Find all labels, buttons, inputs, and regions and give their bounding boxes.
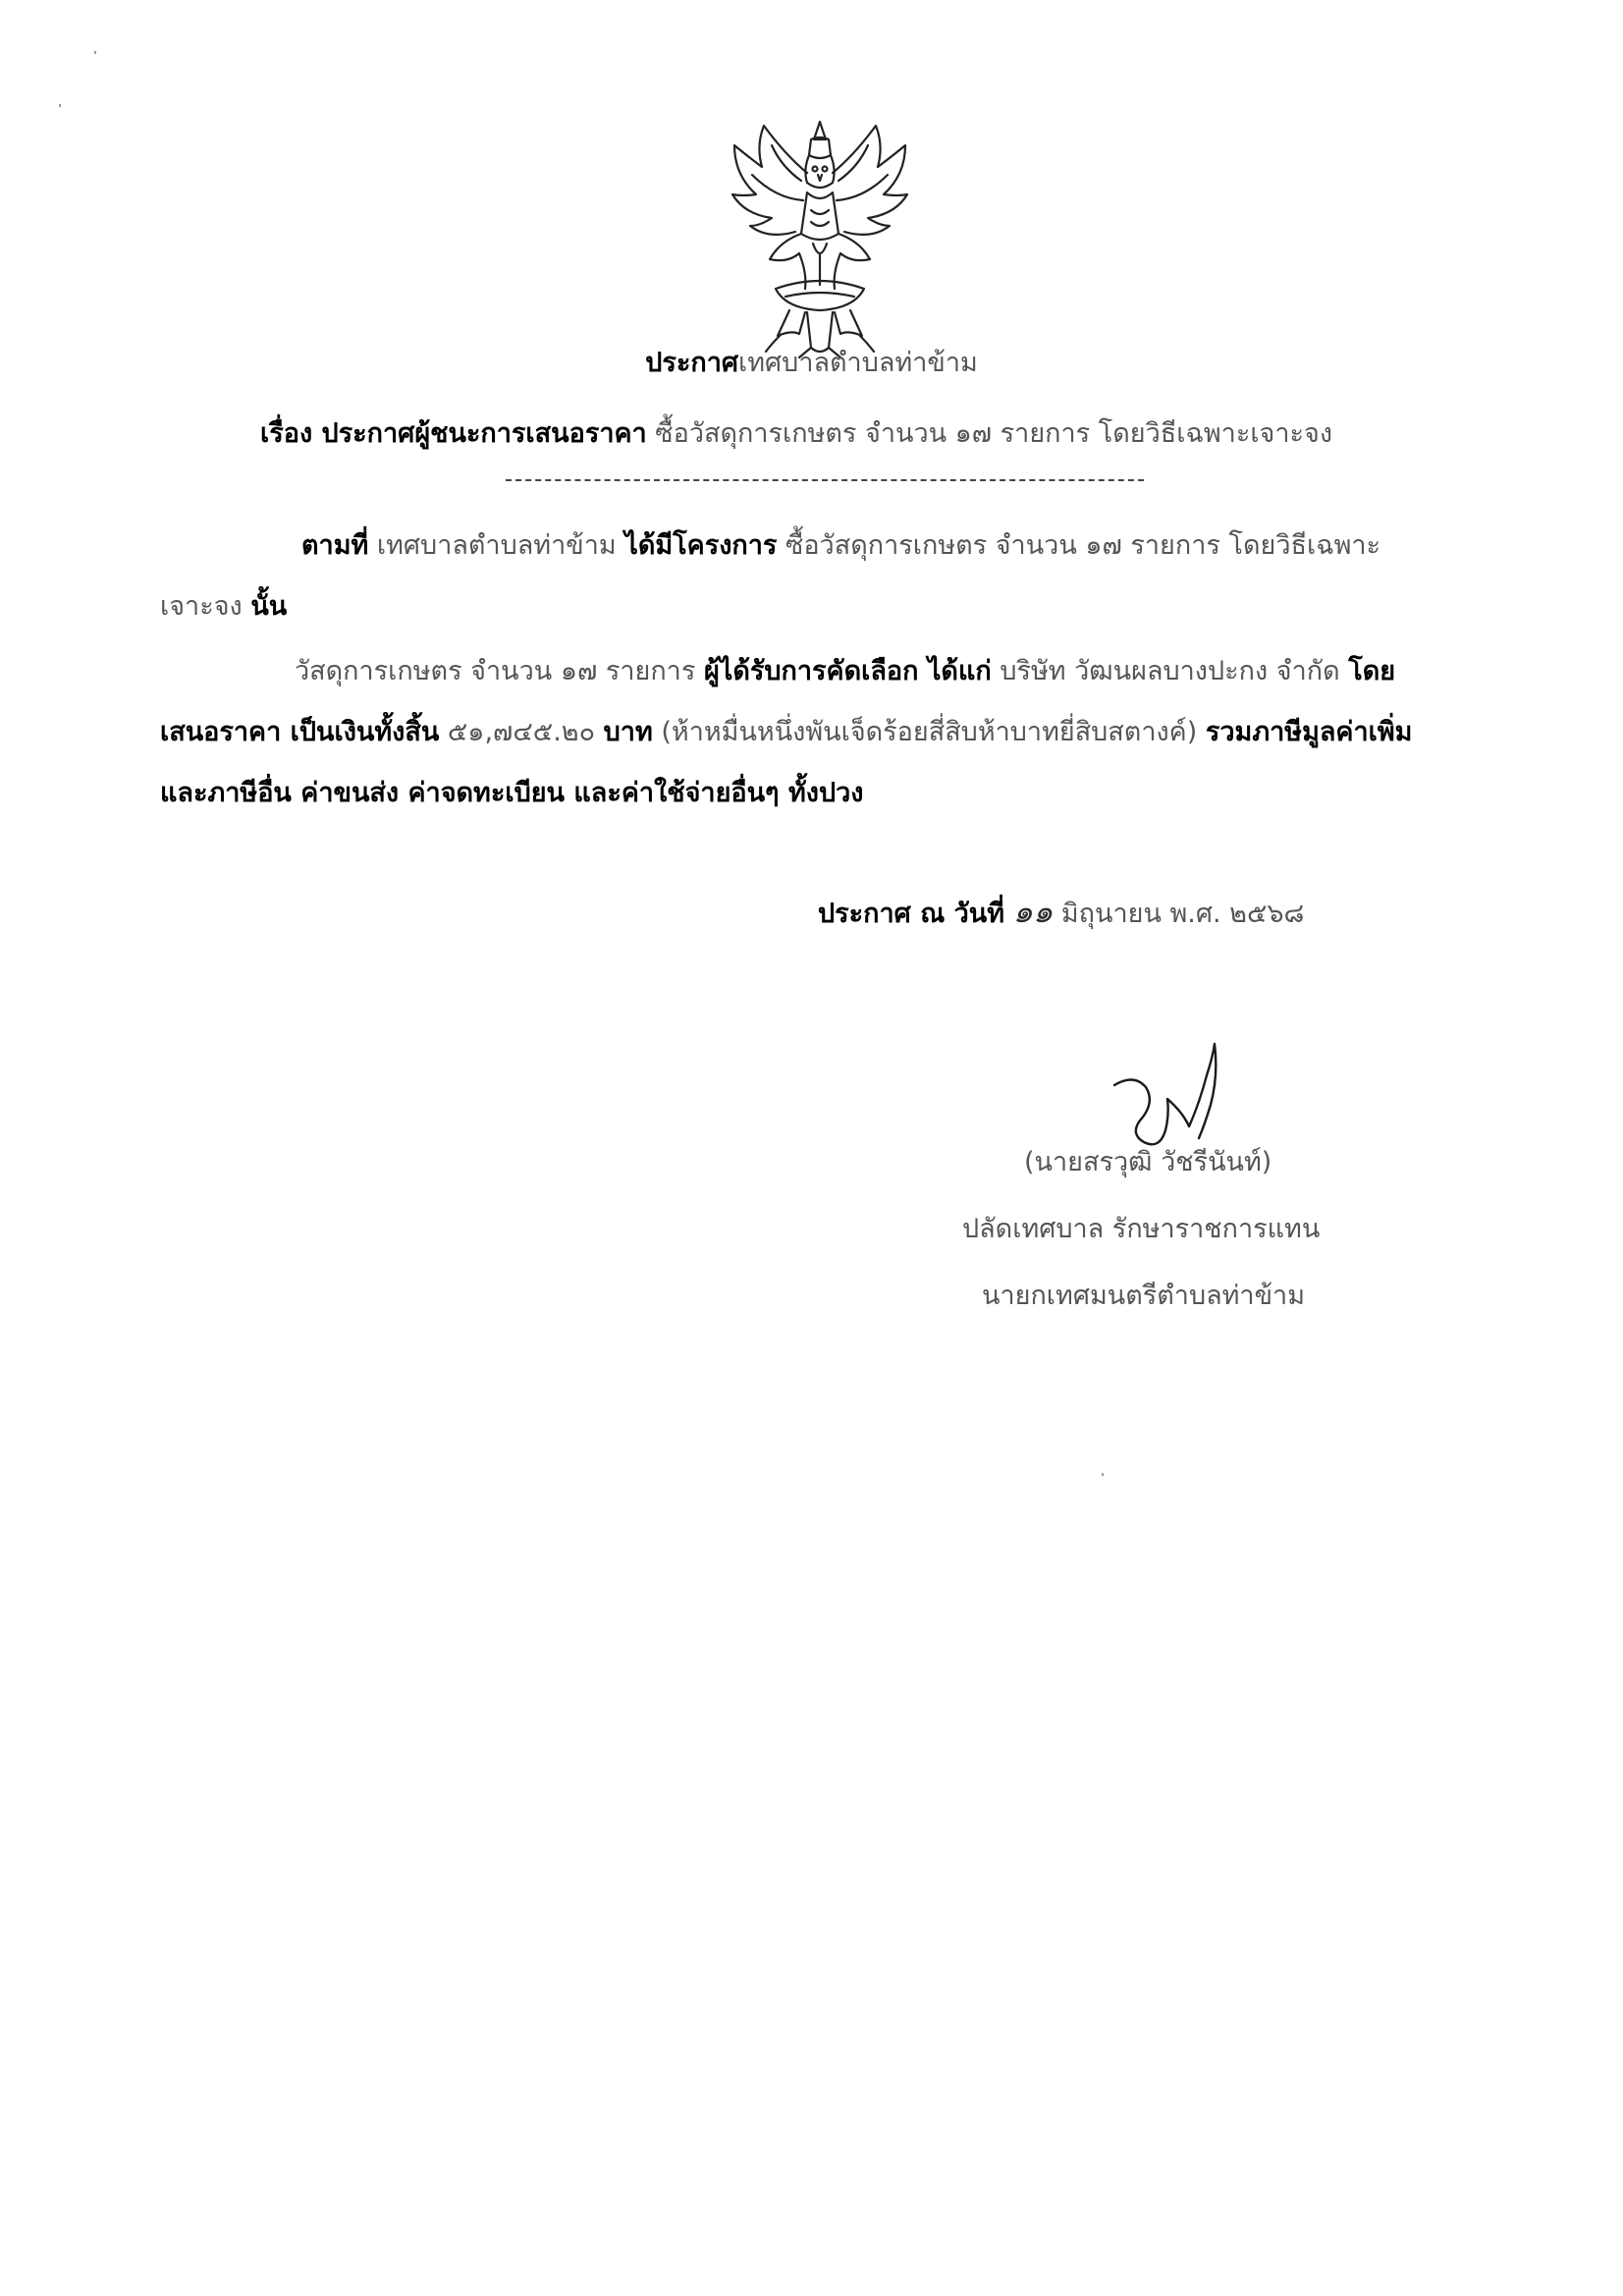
p1-organization: เทศบาลตำบลท่าข้าม <box>376 530 617 561</box>
p2-vat: รวมภาษีมูลค่าเพิ่ม <box>1205 717 1413 747</box>
paragraph-2-line-1 <box>295 654 1395 689</box>
date-prefix: ประกาศ ณ วันที่ <box>818 899 1005 929</box>
scan-speck <box>1102 1473 1104 1476</box>
p1-project-label: ได้มีโครงการ <box>624 530 778 561</box>
p2-offer-label: เสนอราคา เป็นเงินทั้งสิ้น <box>160 717 440 747</box>
signatory-position-1: ปลัดเทศบาล รักษาราชการแทน <box>962 1214 1321 1244</box>
subject-text: ซื้อวัสดุการเกษตร จำนวน ๑๗ รายการ โดยวิธีเฉพาะเจาะจง <box>655 418 1333 449</box>
scan-speck <box>59 104 61 107</box>
garuda-emblem-icon <box>717 116 923 361</box>
announcement-date <box>818 894 1304 932</box>
p2-selected-label: ผู้ได้รับการคัดเลือก ได้แก่ <box>703 656 992 686</box>
subject-label: เรื่อง ประกาศผู้ชนะการเสนอราคา <box>260 418 647 449</box>
p2-by: โดย <box>1348 656 1396 686</box>
paragraph-2-line-2 <box>160 715 1412 750</box>
announcement-title <box>0 346 1623 381</box>
p2-amount-words: (ห้าหมื่นหนึ่งพันเจ็ดร้อยสี่สิบห้าบาทยี่สิบสตางค์) <box>661 717 1198 747</box>
paragraph-1-line-2 <box>160 589 287 625</box>
date-day-handwritten: ๑๑ <box>1012 893 1054 930</box>
p2-vendor: บริษัท วัฒนผลบางปะกง จำกัด <box>1000 656 1340 686</box>
p2-last: และภาษีอื่น ค่าขนส่ง ค่าจดทะเบียน และค่าใช้จ่ายอื่นๆ ทั้งปวง <box>160 778 864 808</box>
p1-project: ซื้อวัสดุการเกษตร จำนวน ๑๗ รายการ โดยวิธีเฉพาะ <box>785 530 1381 561</box>
signatory-name: (นายสรวุฒิ วัชรีนันท์) <box>1024 1147 1272 1177</box>
p1-end: นั้น <box>250 591 288 622</box>
title-organization: เทศบาลตำบลท่าข้าม <box>738 348 978 378</box>
handwritten-signature <box>1105 1036 1232 1154</box>
p2-amount: ๕๑,๗๔๕.๒๐ <box>447 717 596 747</box>
signatory-position-2: นายกเทศมนตรีตำบลท่าข้าม <box>982 1281 1305 1311</box>
p2-item: วัสดุการเกษตร จำนวน ๑๗ รายการ <box>295 656 696 686</box>
dashed-divider <box>506 479 1144 481</box>
title-bold-text: ประกาศ <box>645 348 739 378</box>
date-month-year: มิถุนายน พ.ศ. ๒๕๖๘ <box>1060 899 1305 929</box>
paragraph-1-line-1 <box>301 528 1380 564</box>
p1-continuation: เจาะจง <box>160 591 243 622</box>
scan-speck <box>94 51 96 54</box>
subject-line <box>260 416 1332 452</box>
paragraph-2-line-3 <box>160 776 863 811</box>
p1-lead: ตามที่ <box>301 530 369 561</box>
p2-baht: บาท <box>603 717 653 747</box>
